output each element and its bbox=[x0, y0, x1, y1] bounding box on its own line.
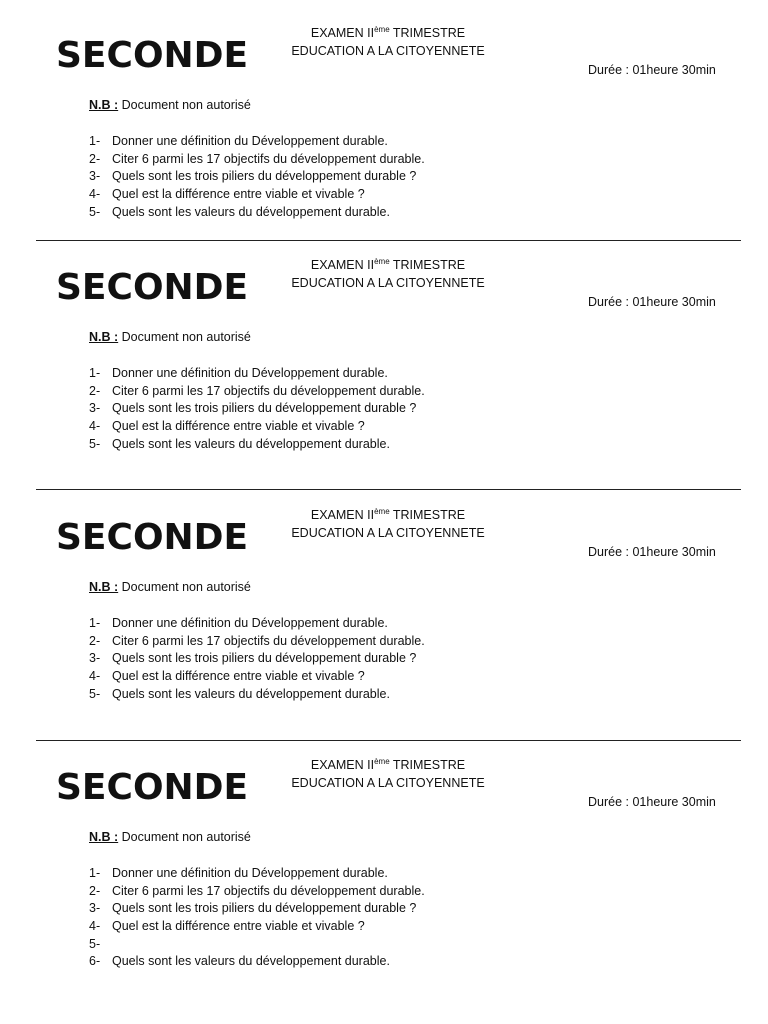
question-text: Quels sont les valeurs du développement durable. bbox=[112, 204, 390, 219]
question-item bbox=[89, 668, 425, 686]
class-title: SECONDE bbox=[56, 517, 249, 558]
question-number: 1- bbox=[89, 616, 101, 630]
exam-term-sup: ème bbox=[374, 756, 390, 766]
exam-sheet-4 bbox=[0, 732, 768, 1024]
class-title: SECONDE bbox=[56, 35, 249, 76]
question-number: 5- bbox=[89, 436, 101, 451]
question-number: 4- bbox=[89, 669, 101, 684]
question-list bbox=[89, 133, 425, 221]
question-number: 5- bbox=[89, 204, 101, 219]
exam-term-line bbox=[280, 257, 496, 275]
exam-header bbox=[280, 257, 496, 292]
question-item bbox=[89, 400, 425, 418]
question-number: 3- bbox=[89, 169, 101, 184]
question-item bbox=[89, 186, 425, 204]
question-item bbox=[89, 204, 425, 222]
exam-term-suffix: TRIMESTRE bbox=[389, 508, 466, 522]
exam-duration: Durée : 01heure 30min bbox=[588, 295, 716, 309]
question-text: Quels sont les valeurs du développement durable. bbox=[112, 436, 390, 451]
nb-text: Document non autorisé bbox=[118, 330, 251, 344]
question-item bbox=[89, 883, 425, 901]
class-title: SECONDE bbox=[56, 767, 249, 808]
question-text: Citer 6 parmi les 17 objectifs du développement durable. bbox=[112, 151, 425, 166]
exam-term-sup: ème bbox=[374, 256, 390, 266]
question-number: 3- bbox=[89, 901, 101, 916]
exam-term-line bbox=[280, 507, 496, 525]
question-text: Quels sont les valeurs du développement durable. bbox=[112, 954, 390, 969]
question-number: 1- bbox=[89, 866, 101, 880]
question-item bbox=[89, 418, 425, 436]
question-item bbox=[89, 650, 425, 668]
nb-note bbox=[89, 579, 251, 596]
question-text: Quels sont les trois piliers du développement durable ? bbox=[112, 901, 417, 916]
exam-term-prefix: EXAMEN II bbox=[310, 508, 375, 522]
question-text: Quels sont les trois piliers du développement durable ? bbox=[112, 401, 417, 416]
question-text: Citer 6 parmi les 17 objectifs du développement durable. bbox=[112, 883, 425, 898]
exam-subject: EDUCATION A LA CITOYENNETE bbox=[291, 275, 485, 290]
question-text: Donner une définition du Développement durable. bbox=[112, 134, 388, 148]
exam-sheet-2 bbox=[0, 232, 768, 472]
nb-text: Document non autorisé bbox=[118, 830, 251, 844]
nb-label: N.B : bbox=[89, 830, 119, 844]
question-number: 3- bbox=[89, 651, 101, 666]
question-number: 2- bbox=[89, 383, 101, 398]
nb-note bbox=[89, 829, 251, 846]
question-item bbox=[89, 615, 425, 633]
question-number: 6- bbox=[89, 954, 101, 969]
nb-label: N.B : bbox=[89, 330, 119, 344]
question-number: 4- bbox=[89, 919, 101, 934]
question-number: 5- bbox=[89, 936, 101, 951]
exam-term-suffix: TRIMESTRE bbox=[389, 758, 466, 772]
exam-subject: EDUCATION A LA CITOYENNETE bbox=[291, 775, 485, 790]
exam-sheet-3 bbox=[0, 482, 768, 722]
question-item bbox=[89, 686, 425, 704]
question-number: 2- bbox=[89, 883, 101, 898]
nb-text: Document non autorisé bbox=[118, 580, 251, 594]
nb-label: N.B : bbox=[89, 580, 119, 594]
exam-term-prefix: EXAMEN II bbox=[310, 758, 375, 772]
question-text: Quel est la différence entre viable et vivable ? bbox=[112, 419, 365, 434]
class-title: SECONDE bbox=[56, 267, 249, 308]
question-item bbox=[89, 168, 425, 186]
exam-duration: Durée : 01heure 30min bbox=[588, 545, 716, 559]
question-item bbox=[89, 133, 425, 151]
question-number: 3- bbox=[89, 401, 101, 416]
nb-label: N.B : bbox=[89, 98, 119, 112]
question-item bbox=[89, 936, 425, 954]
exam-term-prefix: EXAMEN II bbox=[310, 26, 375, 40]
question-number: 4- bbox=[89, 419, 101, 434]
question-text: Donner une définition du Développement durable. bbox=[112, 866, 388, 880]
question-list bbox=[89, 365, 425, 453]
exam-header bbox=[280, 757, 496, 792]
question-item bbox=[89, 900, 425, 918]
question-item bbox=[89, 865, 425, 883]
question-text: Donner une définition du Développement durable. bbox=[112, 616, 388, 630]
exam-header bbox=[280, 25, 496, 60]
question-number: 1- bbox=[89, 366, 101, 380]
nb-note bbox=[89, 97, 251, 114]
exam-term-sup: ème bbox=[374, 506, 390, 516]
question-number: 1- bbox=[89, 134, 101, 148]
question-item bbox=[89, 436, 425, 454]
question-text: Citer 6 parmi les 17 objectifs du développement durable. bbox=[112, 383, 425, 398]
exam-term-line bbox=[280, 757, 496, 775]
exam-term-suffix: TRIMESTRE bbox=[389, 26, 466, 40]
question-text: Quel est la différence entre viable et vivable ? bbox=[112, 669, 365, 684]
question-number: 2- bbox=[89, 633, 101, 648]
exam-duration: Durée : 01heure 30min bbox=[588, 795, 716, 809]
question-item bbox=[89, 953, 425, 971]
question-item bbox=[89, 151, 425, 169]
nb-note bbox=[89, 329, 251, 346]
question-list bbox=[89, 615, 425, 703]
question-text: Citer 6 parmi les 17 objectifs du développement durable. bbox=[112, 633, 425, 648]
question-text: Quels sont les trois piliers du développement durable ? bbox=[112, 651, 417, 666]
exam-sheet-1 bbox=[0, 0, 768, 240]
exam-header bbox=[280, 507, 496, 542]
question-item bbox=[89, 918, 425, 936]
question-item bbox=[89, 383, 425, 401]
nb-text: Document non autorisé bbox=[118, 98, 251, 112]
exam-term-suffix: TRIMESTRE bbox=[389, 258, 466, 272]
question-list bbox=[89, 865, 425, 971]
question-item bbox=[89, 365, 425, 383]
exam-term-sup: ème bbox=[374, 24, 390, 34]
question-number: 5- bbox=[89, 686, 101, 701]
question-text: Quels sont les valeurs du développement durable. bbox=[112, 686, 390, 701]
question-text: Quels sont les trois piliers du développement durable ? bbox=[112, 169, 417, 184]
question-text: Donner une définition du Développement durable. bbox=[112, 366, 388, 380]
exam-subject: EDUCATION A LA CITOYENNETE bbox=[291, 525, 485, 540]
exam-duration: Durée : 01heure 30min bbox=[588, 63, 716, 77]
exam-subject: EDUCATION A LA CITOYENNETE bbox=[291, 43, 485, 58]
question-number: 2- bbox=[89, 151, 101, 166]
question-number: 4- bbox=[89, 187, 101, 202]
exam-term-prefix: EXAMEN II bbox=[310, 258, 375, 272]
exam-term-line bbox=[280, 25, 496, 43]
question-text: Quel est la différence entre viable et vivable ? bbox=[112, 187, 365, 202]
question-text: Quel est la différence entre viable et vivable ? bbox=[112, 919, 365, 934]
question-item bbox=[89, 633, 425, 651]
